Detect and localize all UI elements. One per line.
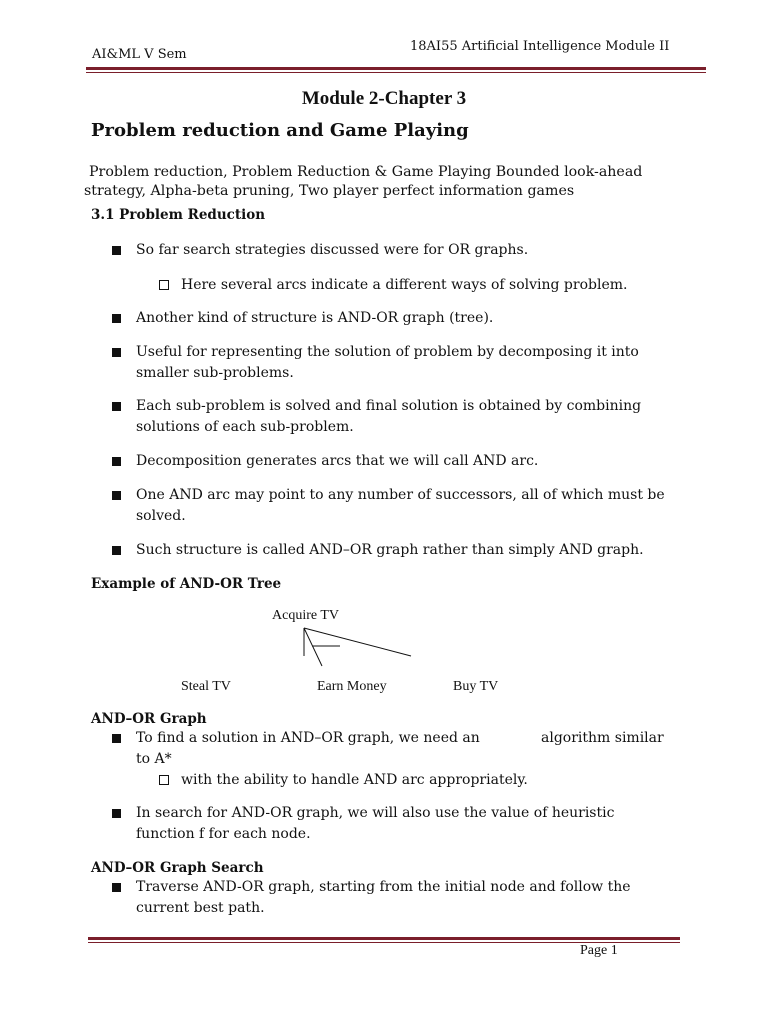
- bullet-text-part-3: to A*: [136, 751, 172, 767]
- bullet-text: Another kind of structure is AND-OR graph (tree).: [136, 310, 494, 326]
- sub-bullet-text: Here several arcs indicate a different ways of solving problem.: [181, 277, 628, 293]
- header-right: 18AI55 Artificial Intelligence Module II: [410, 39, 670, 54]
- bullet-item: [112, 803, 672, 845]
- bullet-item: [112, 728, 672, 770]
- footer-rule-thick: [88, 937, 680, 940]
- header-rule-thin: [86, 72, 706, 73]
- bullet-item: [112, 342, 672, 384]
- sub-bullet-text: with the ability to handle AND arc appropriately.: [181, 772, 528, 788]
- bullet-square-icon: [112, 402, 121, 411]
- example-heading: Example of AND-OR Tree: [91, 576, 282, 592]
- bullet-square-icon: [112, 491, 121, 500]
- bullet-square-icon: [112, 734, 121, 743]
- and-or-graph-heading: AND–OR Graph: [91, 711, 207, 727]
- bullet-text: Each sub-problem is solved and final solution is obtained by combining solutions of each sub-problem.: [136, 398, 642, 435]
- tree-node-earn-money: Earn Money: [317, 679, 387, 694]
- bullet-text: Such structure is called AND–OR graph rather than simply AND graph.: [136, 542, 644, 558]
- header-rule-thick: [86, 67, 706, 70]
- tree-node-root: Acquire TV: [272, 608, 339, 623]
- tree-node-steal-tv: Steal TV: [181, 679, 231, 694]
- bullet-square-icon: [112, 246, 121, 255]
- bullet-square-icon: [112, 546, 121, 555]
- tree-edge-right: [304, 628, 411, 656]
- bullet-text: Useful for representing the solution of problem by decomposing it into smaller sub-problems.: [136, 344, 639, 381]
- bullet-text: So far search strategies discussed were for OR graphs.: [136, 242, 529, 258]
- bullet-item: [112, 877, 672, 919]
- section-heading: 3.1 Problem Reduction: [91, 207, 266, 223]
- bullet-square-icon: [112, 457, 121, 466]
- bullet-checkbox-icon: [159, 775, 169, 785]
- bullet-item: [112, 451, 672, 472]
- intro-paragraph: [84, 163, 684, 201]
- bullet-text: [136, 728, 672, 770]
- bullet-text: One AND arc may point to any number of successors, all of which must be solved.: [136, 487, 665, 524]
- bullet-text: Decomposition generates arcs that we will call AND arc.: [136, 453, 539, 469]
- bullet-square-icon: [112, 883, 121, 892]
- bullet-item: [112, 308, 672, 329]
- bullet-item: [112, 396, 672, 438]
- page-number: Page 1: [580, 943, 618, 958]
- intro-line-1: Problem reduction, Problem Reduction & Game Playing Bounded look-ahead: [89, 164, 643, 180]
- bullet-square-icon: [112, 809, 121, 818]
- bullet-square-icon: [112, 348, 121, 357]
- tree-edges: [296, 624, 416, 668]
- module-title: Module 2-Chapter 3: [301, 88, 467, 109]
- tree-node-buy-tv: Buy TV: [453, 679, 499, 694]
- intro-line-2: strategy, Alpha-beta pruning, Two player perfect information games: [84, 183, 575, 199]
- bullet-text-part-2: algorithm similar: [541, 730, 664, 746]
- tree-edge-middle: [304, 628, 322, 666]
- bullet-checkbox-icon: [159, 280, 169, 290]
- sub-bullet-item: [159, 275, 679, 295]
- bullet-item: [112, 485, 672, 527]
- bullet-item: [112, 240, 672, 261]
- bullet-text: Traverse AND-OR graph, starting from the initial node and follow the current best path.: [136, 879, 631, 916]
- and-or-search-heading: AND–OR Graph Search: [91, 860, 264, 876]
- bullet-text-part-1: To find a solution in AND–OR graph, we need an: [136, 730, 480, 746]
- chapter-title: Problem reduction and Game Playing: [91, 120, 469, 141]
- bullet-item: [112, 540, 672, 561]
- sub-bullet-item: [159, 770, 679, 790]
- bullet-text: In search for AND-OR graph, we will also use the value of heuristic function f for each node.: [136, 805, 615, 842]
- bullet-square-icon: [112, 314, 121, 323]
- header-left: AI&ML V Sem: [92, 47, 187, 62]
